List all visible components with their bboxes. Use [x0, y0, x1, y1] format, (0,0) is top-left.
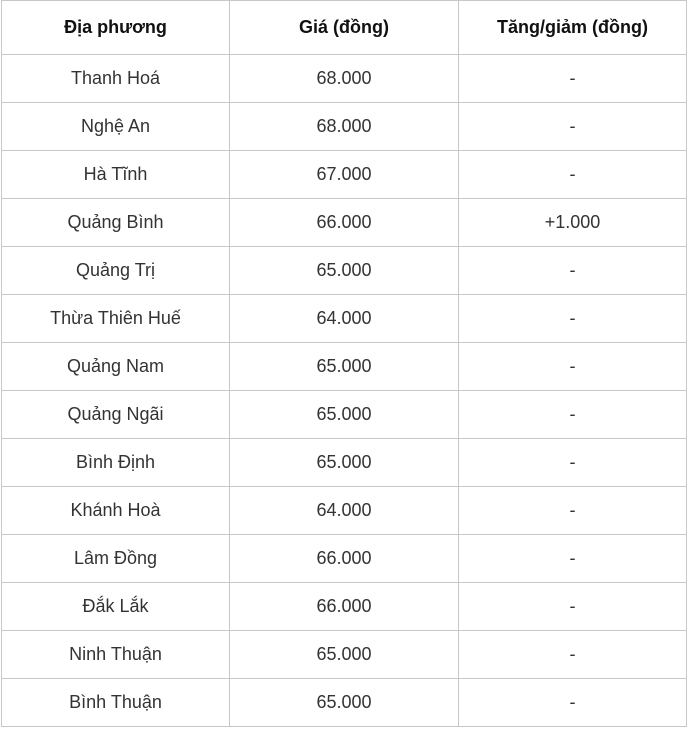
header-row: [2, 1, 687, 55]
table-row: [2, 391, 687, 439]
table-row: [2, 679, 687, 727]
cell-price: 65.000: [230, 631, 459, 679]
table-row: [2, 199, 687, 247]
cell-region: Quảng Bình: [2, 199, 230, 247]
header-price: Giá (đồng): [230, 1, 459, 55]
cell-change: +1.000: [459, 199, 687, 247]
table-row: [2, 55, 687, 103]
cell-price: 64.000: [230, 487, 459, 535]
cell-region: Nghệ An: [2, 103, 230, 151]
cell-price: 66.000: [230, 199, 459, 247]
cell-change: -: [459, 151, 687, 199]
cell-price: 65.000: [230, 247, 459, 295]
cell-change: -: [459, 391, 687, 439]
cell-price: 65.000: [230, 679, 459, 727]
cell-change: -: [459, 583, 687, 631]
cell-region: Thanh Hoá: [2, 55, 230, 103]
cell-price: 65.000: [230, 439, 459, 487]
cell-price: 68.000: [230, 55, 459, 103]
table-header: [2, 1, 687, 55]
cell-region: Ninh Thuận: [2, 631, 230, 679]
cell-change: -: [459, 343, 687, 391]
cell-change: -: [459, 295, 687, 343]
cell-price: 67.000: [230, 151, 459, 199]
cell-region: Lâm Đồng: [2, 535, 230, 583]
header-change: Tăng/giảm (đồng): [459, 1, 687, 55]
table-row: [2, 583, 687, 631]
table-row: [2, 151, 687, 199]
table-row: [2, 295, 687, 343]
cell-price: 66.000: [230, 583, 459, 631]
table-body: [2, 55, 687, 727]
table-row: [2, 631, 687, 679]
table-row: [2, 487, 687, 535]
cell-change: -: [459, 487, 687, 535]
cell-change: -: [459, 55, 687, 103]
cell-region: Bình Định: [2, 439, 230, 487]
price-table: [1, 0, 687, 727]
table-row: [2, 247, 687, 295]
table-row: [2, 103, 687, 151]
cell-region: Quảng Ngãi: [2, 391, 230, 439]
cell-change: -: [459, 103, 687, 151]
cell-region: Thừa Thiên Huế: [2, 295, 230, 343]
header-region: Địa phương: [2, 1, 230, 55]
cell-change: -: [459, 535, 687, 583]
cell-region: Bình Thuận: [2, 679, 230, 727]
cell-region: Khánh Hoà: [2, 487, 230, 535]
cell-region: Đắk Lắk: [2, 583, 230, 631]
cell-change: -: [459, 439, 687, 487]
cell-price: 66.000: [230, 535, 459, 583]
cell-region: Hà Tĩnh: [2, 151, 230, 199]
table-row: [2, 439, 687, 487]
cell-region: Quảng Trị: [2, 247, 230, 295]
cell-price: 68.000: [230, 103, 459, 151]
cell-change: -: [459, 247, 687, 295]
table-row: [2, 535, 687, 583]
table-row: [2, 343, 687, 391]
cell-change: -: [459, 631, 687, 679]
cell-price: 65.000: [230, 343, 459, 391]
cell-region: Quảng Nam: [2, 343, 230, 391]
cell-price: 64.000: [230, 295, 459, 343]
cell-price: 65.000: [230, 391, 459, 439]
cell-change: -: [459, 679, 687, 727]
